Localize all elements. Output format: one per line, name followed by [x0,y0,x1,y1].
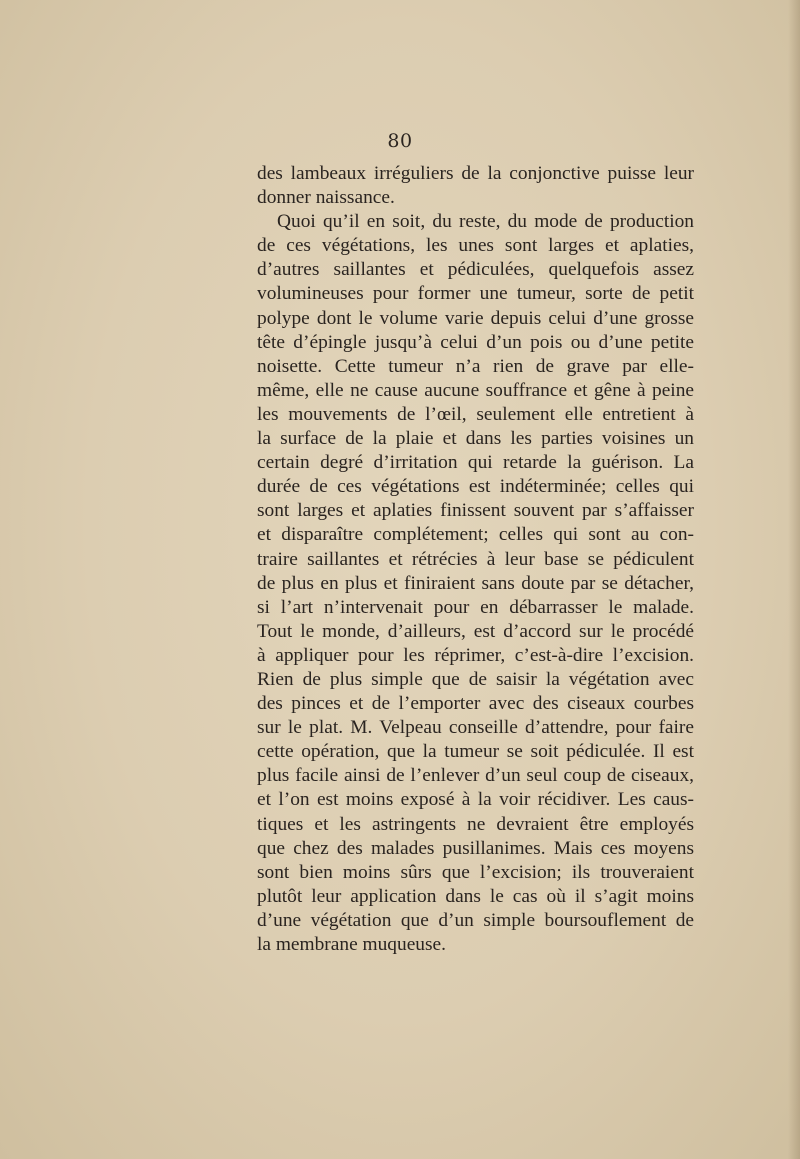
body-text [257,162,694,957]
text-line: la surface de la plaie et dans les parties voisines un [257,428,694,450]
text-line: plutôt leur application dans le cas où il s’agit moins [257,885,694,907]
text-line: d’autres saillantes et pédiculées, quelquefois assez [257,259,694,281]
text-line: sont larges et aplaties finissent souvent par s’affaisser [257,500,694,522]
page-edge-shadow [788,0,800,1159]
text-line: traire saillantes et rétrécies à leur base se pédiculent [257,548,694,570]
text-line: des pinces et de l’emporter avec des ciseaux courbes [257,693,694,715]
text-line: même, elle ne cause aucune souffrance et gêne à peine [257,379,694,401]
text-line: cette opération, que la tumeur se soit pédiculée. Il est [257,741,694,763]
text-line: et disparaître complétement; celles qui sont au con- [257,524,694,546]
text-line: certain degré d’irritation qui retarde la guérison. La [257,452,694,474]
text-line: d’une végétation que d’un simple boursouflement de [257,909,694,931]
text-line: de plus en plus et finiraient sans doute par se détacher, [257,572,694,594]
text-line: à appliquer pour les réprimer, c’est-à-dire l’excision. [257,644,694,666]
text-line: des lambeaux irréguliers de la conjonctive puisse leur [257,163,694,184]
text-line: les mouvements de l’œil, seulement elle entretient à [257,403,694,425]
text-line: Tout le monde, d’ailleurs, est d’accord sur le procédé [257,620,694,642]
text-line: tiques et les astringents ne devraient être employés [257,813,694,835]
text-line: polype dont le volume varie depuis celui d’une grosse [257,307,694,329]
text-line: sont bien moins sûrs que l’excision; ils trouveraient [257,861,694,883]
text-line: tête d’épingle jusqu’à celui d’un pois ou d’une petite [257,331,694,353]
text-line: plus facile ainsi de l’enlever d’un seul coup de ciseaux, [257,765,694,787]
text-line: donner naissance. [257,187,395,209]
text-line: de ces végétations, les unes sont larges et aplaties, [257,235,694,257]
text-line: et l’on est moins exposé à la voir récidiver. Les caus- [257,789,694,811]
text-line: Quoi qu’il en soit, du reste, du mode de production [277,211,694,233]
text-line: que chez des malades pusillanimes. Mais ces moyens [257,837,694,859]
text-line: noisette. Cette tumeur n’a rien de grave par elle- [257,355,694,377]
text-line: volumineuses pour former une tumeur, sorte de petit [257,283,694,305]
page-number: 80 [387,130,413,152]
text-line: Rien de plus simple que de saisir la végétation avec [257,668,694,690]
text-line: durée de ces végétations est indéterminée; celles qui [257,476,694,498]
text-line: sur le plat. M. Velpeau conseille d’attendre, pour faire [257,717,694,739]
text-line: si l’art n’intervenait pour en débarrasser le malade. [257,596,694,618]
text-line: la membrane muqueuse. [257,934,446,955]
